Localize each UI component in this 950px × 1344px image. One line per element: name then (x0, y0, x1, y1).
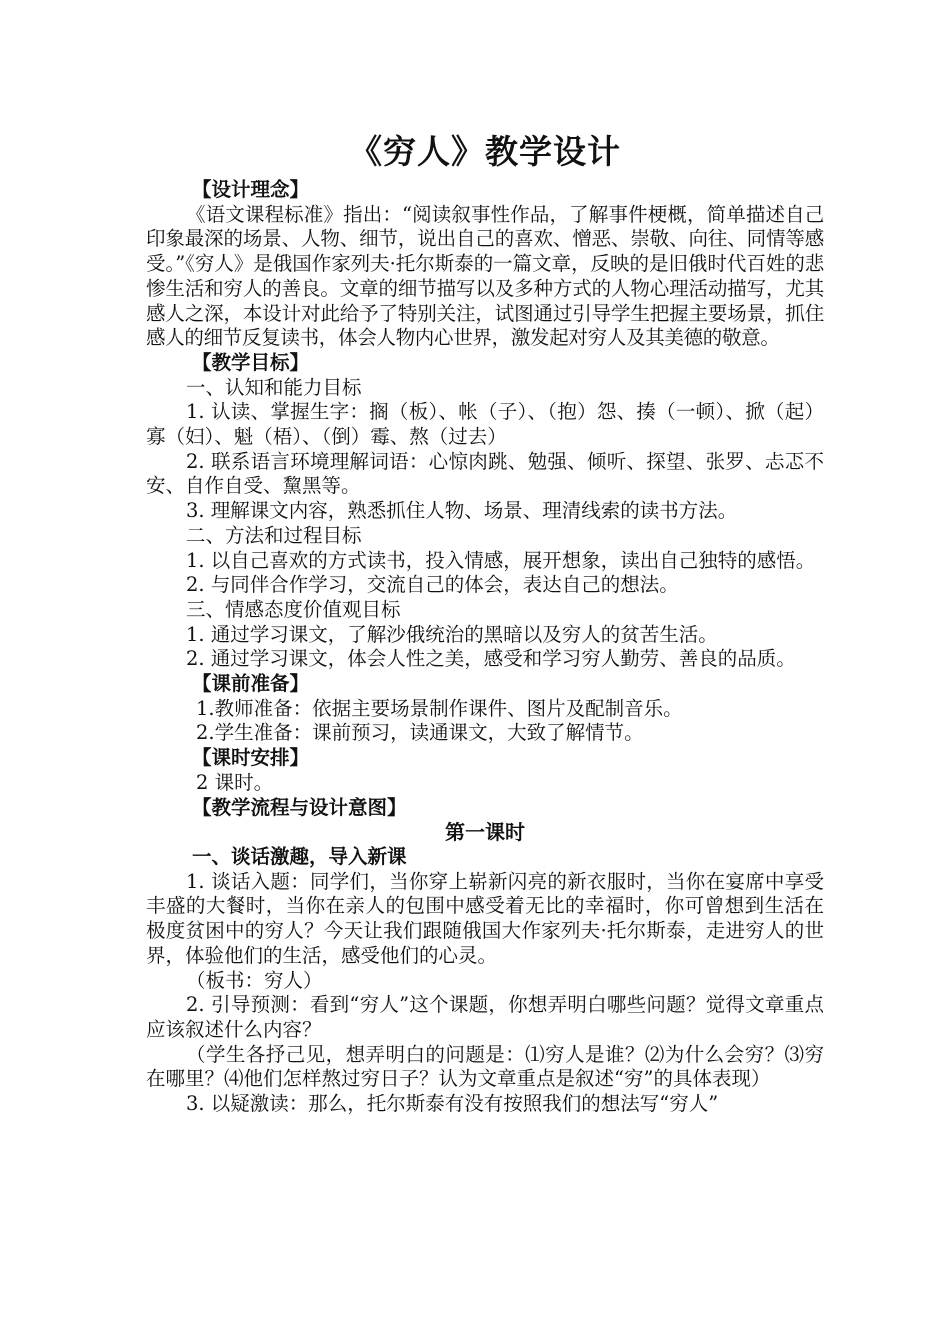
schedule-text: 2 课时。 (196, 770, 274, 794)
section-heading-goals: 【教学目标】 (192, 350, 310, 374)
goal-item: 1. 通过学习课文，了解沙俄统治的黑暗以及穷人的贫苦生活。 (186, 622, 718, 646)
flow-paragraph: 1. 谈话入题：同学们，当你穿上崭新闪亮的新衣服时，当你在宴席中享受丰盛的大餐时，当你在亲人的包围中感受着无比的幸福时，你可曾想到生活在极度贫困中的穷人？今天让我们跟随俄国大作家列夫·托尔斯泰，走进穷人的世界，体验他们的生活，感受他们的心灵。 (146, 869, 824, 967)
flow-note: （学生各抒己见，想弄明白的问题是：⑴穷人是谁？⑵为什么会穷？⑶穷在哪里？⑷他们怎样熬过穷日子？认为文章重点是叙述“穷”的具体表现） (146, 1042, 824, 1091)
concept-paragraph: 《语文课程标准》指出：“阅读叙事性作品，了解事件梗概，简单描述自己印象最深的场景、人物、细节，说出自己的喜欢、憎恶、崇敬、向往、同情等感受。”《穷人》是俄国作家列夫·托尔斯泰的一篇文章，反映的是旧俄时代百姓的悲惨生活和穷人的善良。文章的细节描写以及多种方式的人物心理活动描写，尤其感人之深，本设计对此给予了特别关注，试图通过引导学生把握主要场景，抓住感人的细节反复读书，体会人物内心世界，激发起对穷人及其美德的敬意。 (146, 202, 824, 350)
document-title: 《穷人》教学设计 (349, 132, 621, 171)
prep-item: 1.教师准备：依据主要场景制作课件、图片及配制音乐。 (196, 696, 683, 720)
section-heading-schedule: 【课时安排】 (192, 746, 310, 770)
section-heading-prep: 【课前准备】 (192, 672, 310, 696)
flow-paragraph: 2. 引导预测：看到“穷人”这个课题，你想弄明白哪些问题？觉得文章重点应该叙述什么内容？ (146, 993, 824, 1041)
flow-note: （板书：穷人） (186, 968, 323, 992)
goal-item: 2. 与同伴合作学习，交流自己的体会，表达自己的想法。 (186, 573, 679, 597)
section-heading-flow: 【教学流程与设计意图】 (192, 795, 407, 819)
prep-item: 2.学生准备：课前预习，读通课文，大致了解情节。 (196, 721, 644, 745)
goal-item: 1. 以自己喜欢的方式读书，投入情感，展开想象，读出自己独特的感悟。 (186, 548, 816, 572)
lesson-heading: 第一课时 (445, 820, 525, 845)
flow-paragraph: 3. 以疑激读：那么，托尔斯泰有没有按照我们的想法写“穷人” (186, 1092, 719, 1116)
step-heading: 一、谈话激趣，导入新课 (192, 844, 407, 868)
document-page (146, 126, 824, 1117)
goal-group-title-2: 二、方法和过程目标 (186, 523, 362, 547)
goal-group-title-1: 一、认知和能力目标 (186, 375, 362, 399)
goal-item: 1. 认读、掌握生字：搁（板）、帐（子）、（抱）怨、揍（一顿）、掀（起）寡（妇）、魁（梧）、（倒）霉、熬（过去） (146, 400, 824, 449)
goal-item: 2. 通过学习课文，体会人性之美，感受和学习穷人勤劳、善良的品质。 (186, 647, 796, 671)
section-heading-concept: 【设计理念】 (192, 178, 310, 201)
goal-group-title-3: 三、情感态度价值观目标 (186, 597, 401, 621)
goal-item: 2. 联系语言环境理解词语：心惊肉跳、勉强、倾听、探望、张罗、忐忑不安、自作自受、黧黑等。 (146, 449, 824, 498)
goal-item: 3. 理解课文内容，熟悉抓住人物、场景、理清线索的读书方法。 (186, 499, 738, 523)
